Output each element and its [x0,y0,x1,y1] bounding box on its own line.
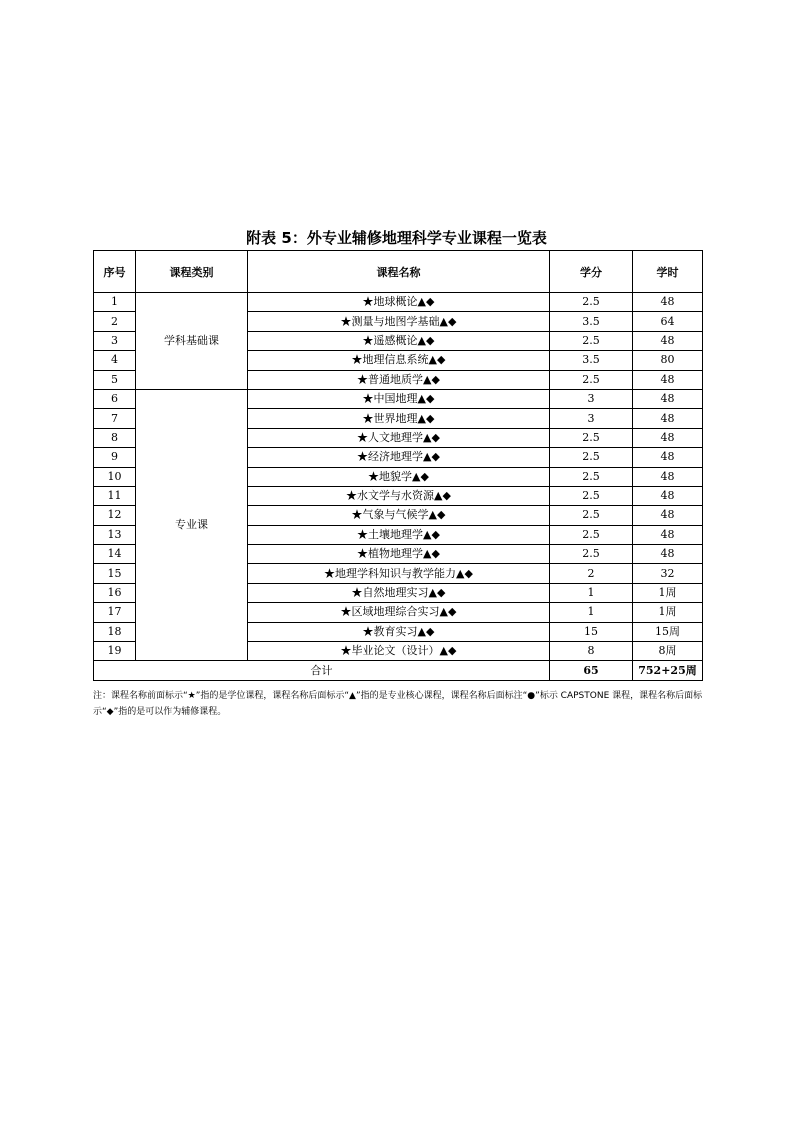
row-hours: 64 [633,312,703,331]
row-course-name: ★测量与地图学基础▲◆ [248,312,550,331]
row-no: 4 [94,351,136,370]
footnote: 注：课程名称前面标示“★”指的是学位课程，课程名称后面标示“▲”指的是专业核心课程，课程名称后面标注“●”标示 CAPSTONE 课程，课程名称后面标示“◆”指的是可以作为辅修课程。 [93,691,703,717]
row-credit: 2.5 [550,448,633,467]
row-course-name: ★地理学科知识与教学能力▲◆ [248,564,550,583]
row-credit: 2.5 [550,545,633,564]
row-hours: 48 [633,331,703,350]
row-hours: 32 [633,564,703,583]
row-course-name: ★区域地理综合实习▲◆ [248,603,550,622]
row-credit: 2.5 [550,506,633,525]
table-body [94,293,703,681]
row-course-name: ★植物地理学▲◆ [248,545,550,564]
row-course-name: ★遥感概论▲◆ [248,331,550,350]
row-course-name: ★土壤地理学▲◆ [248,525,550,544]
row-hours: 1周 [633,603,703,622]
row-hours: 48 [633,293,703,312]
category-basic: 学科基础课 [136,293,248,390]
row-credit: 1 [550,583,633,602]
row-credit: 3 [550,409,633,428]
row-no: 11 [94,486,136,505]
row-no: 17 [94,603,136,622]
row-course-name: ★气象与气候学▲◆ [248,506,550,525]
row-no: 5 [94,370,136,389]
row-no: 3 [94,331,136,350]
row-course-name: ★毕业论文（设计）▲◆ [248,642,550,661]
row-credit: 2.5 [550,525,633,544]
row-hours: 48 [633,448,703,467]
total-credit: 65 [550,661,633,680]
row-no: 19 [94,642,136,661]
row-course-name: ★普通地质学▲◆ [248,370,550,389]
row-no: 9 [94,448,136,467]
row-hours: 1周 [633,583,703,602]
total-label: 合计 [94,661,550,680]
row-course-name: ★经济地理学▲◆ [248,448,550,467]
row-hours: 48 [633,506,703,525]
row-hours: 8周 [633,642,703,661]
row-hours: 15周 [633,622,703,641]
total-hours: 752+25周 [633,661,703,680]
row-credit: 3.5 [550,351,633,370]
row-credit: 2.5 [550,467,633,486]
row-hours: 48 [633,389,703,408]
table-row [94,389,703,408]
row-no: 6 [94,389,136,408]
header-credit: 学分 [550,251,633,293]
row-credit: 8 [550,642,633,661]
row-hours: 48 [633,370,703,389]
row-course-name: ★中国地理▲◆ [248,389,550,408]
row-hours: 48 [633,467,703,486]
row-credit: 3 [550,389,633,408]
row-course-name: ★人文地理学▲◆ [248,428,550,447]
row-course-name: ★水文学与水资源▲◆ [248,486,550,505]
total-row [94,661,703,680]
header-category: 课程类别 [136,251,248,293]
row-credit: 2.5 [550,370,633,389]
table-row [94,293,703,312]
row-course-name: ★地理信息系统▲◆ [248,351,550,370]
row-no: 2 [94,312,136,331]
table-header-row [94,251,703,293]
row-course-name: ★地貌学▲◆ [248,467,550,486]
row-no: 16 [94,583,136,602]
row-credit: 2.5 [550,331,633,350]
row-no: 8 [94,428,136,447]
row-credit: 2 [550,564,633,583]
row-no: 13 [94,525,136,544]
row-no: 18 [94,622,136,641]
row-credit: 2.5 [550,293,633,312]
row-no: 10 [94,467,136,486]
row-no: 14 [94,545,136,564]
page-title: 附表 5：外专业辅修地理科学专业课程一览表 [246,229,547,247]
category-major: 专业课 [136,389,248,660]
row-course-name: ★地球概论▲◆ [248,293,550,312]
row-course-name: ★自然地理实习▲◆ [248,583,550,602]
header-hours: 学时 [633,251,703,293]
header-no: 序号 [94,251,136,293]
row-credit: 2.5 [550,428,633,447]
row-credit: 1 [550,603,633,622]
header-course-name: 课程名称 [248,251,550,293]
row-no: 1 [94,293,136,312]
row-course-name: ★世界地理▲◆ [248,409,550,428]
course-table [93,250,703,681]
row-hours: 48 [633,428,703,447]
row-hours: 48 [633,486,703,505]
row-no: 12 [94,506,136,525]
row-hours: 48 [633,525,703,544]
row-no: 7 [94,409,136,428]
row-hours: 48 [633,409,703,428]
row-course-name: ★教育实习▲◆ [248,622,550,641]
row-credit: 15 [550,622,633,641]
row-hours: 80 [633,351,703,370]
row-credit: 2.5 [550,486,633,505]
row-credit: 3.5 [550,312,633,331]
row-hours: 48 [633,545,703,564]
row-no: 15 [94,564,136,583]
